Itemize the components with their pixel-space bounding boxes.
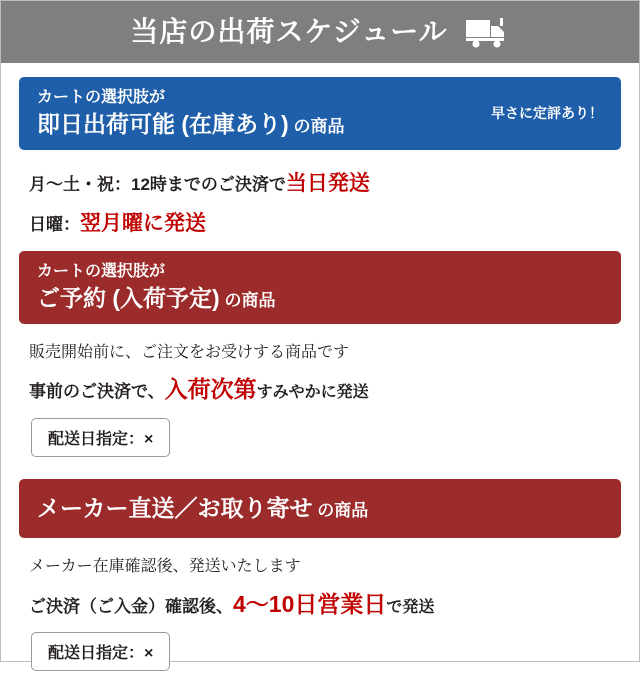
line-emphasis: 4～10日営業日 [233, 590, 387, 617]
banner-title-main: 即日出荷可能 (在庫あり) [37, 110, 289, 137]
schedule-line [29, 164, 615, 204]
line-emphasis: 入荷次第 [164, 376, 257, 403]
delivery-truck-icon [464, 16, 510, 48]
section-lines-reservation [19, 324, 621, 467]
delivery-date-chip: 配送日指定：× [31, 418, 170, 457]
banner-title-main: メーカー直送／お取り寄せ [37, 495, 313, 522]
banner-title-suffix: の商品 [288, 116, 345, 136]
schedule-line [29, 583, 615, 627]
banner-note: 早さに定評あり！ [491, 105, 603, 122]
line-suffix: すみやかに発送 [256, 384, 369, 402]
line-suffix: で発送 [386, 598, 435, 616]
section-banner-maker-direct [19, 479, 621, 538]
schedule-line [29, 204, 615, 244]
banner-subtitle: カートの選択肢が [37, 263, 166, 281]
schedule-line: 販売開始前に、ご注文をお受けする商品です [29, 344, 350, 362]
section-banner-in-stock [19, 77, 621, 150]
schedule-line: メーカー在庫確認後、発送いたします [29, 558, 301, 576]
line-prefix: 月～土・祝：12時までのご決済で [29, 174, 286, 194]
delivery-date-chip: 配送日指定：× [31, 632, 170, 671]
banner-subtitle: カートの選択肢が [37, 89, 166, 106]
schedule-content [1, 63, 639, 691]
section-lines-in-stock [19, 150, 621, 252]
section-lines-maker-direct [19, 538, 621, 681]
banner-title-suffix: の商品 [219, 291, 276, 311]
section-banner-reservation [19, 251, 621, 324]
page-header [1, 1, 639, 63]
banner-title-suffix: の商品 [312, 501, 369, 521]
banner-title-main: ご予約 (入荷予定) [37, 285, 220, 312]
line-emphasis: 当日発送 [285, 171, 370, 195]
line-prefix: ご決済（ご入金）確認後、 [29, 596, 233, 616]
banner-title [37, 283, 275, 314]
line-emphasis: 翌月曜に発送 [80, 211, 206, 235]
schedule-line [29, 368, 615, 412]
banner-title [37, 495, 368, 521]
line-prefix: 日曜： [29, 214, 80, 234]
banner-text-wrap [37, 87, 344, 140]
page-title: 当店の出荷スケジュール [130, 16, 448, 47]
line-prefix: 事前のご決済で、 [29, 382, 165, 402]
banner-text-wrap [37, 261, 275, 314]
banner-title [37, 109, 344, 140]
